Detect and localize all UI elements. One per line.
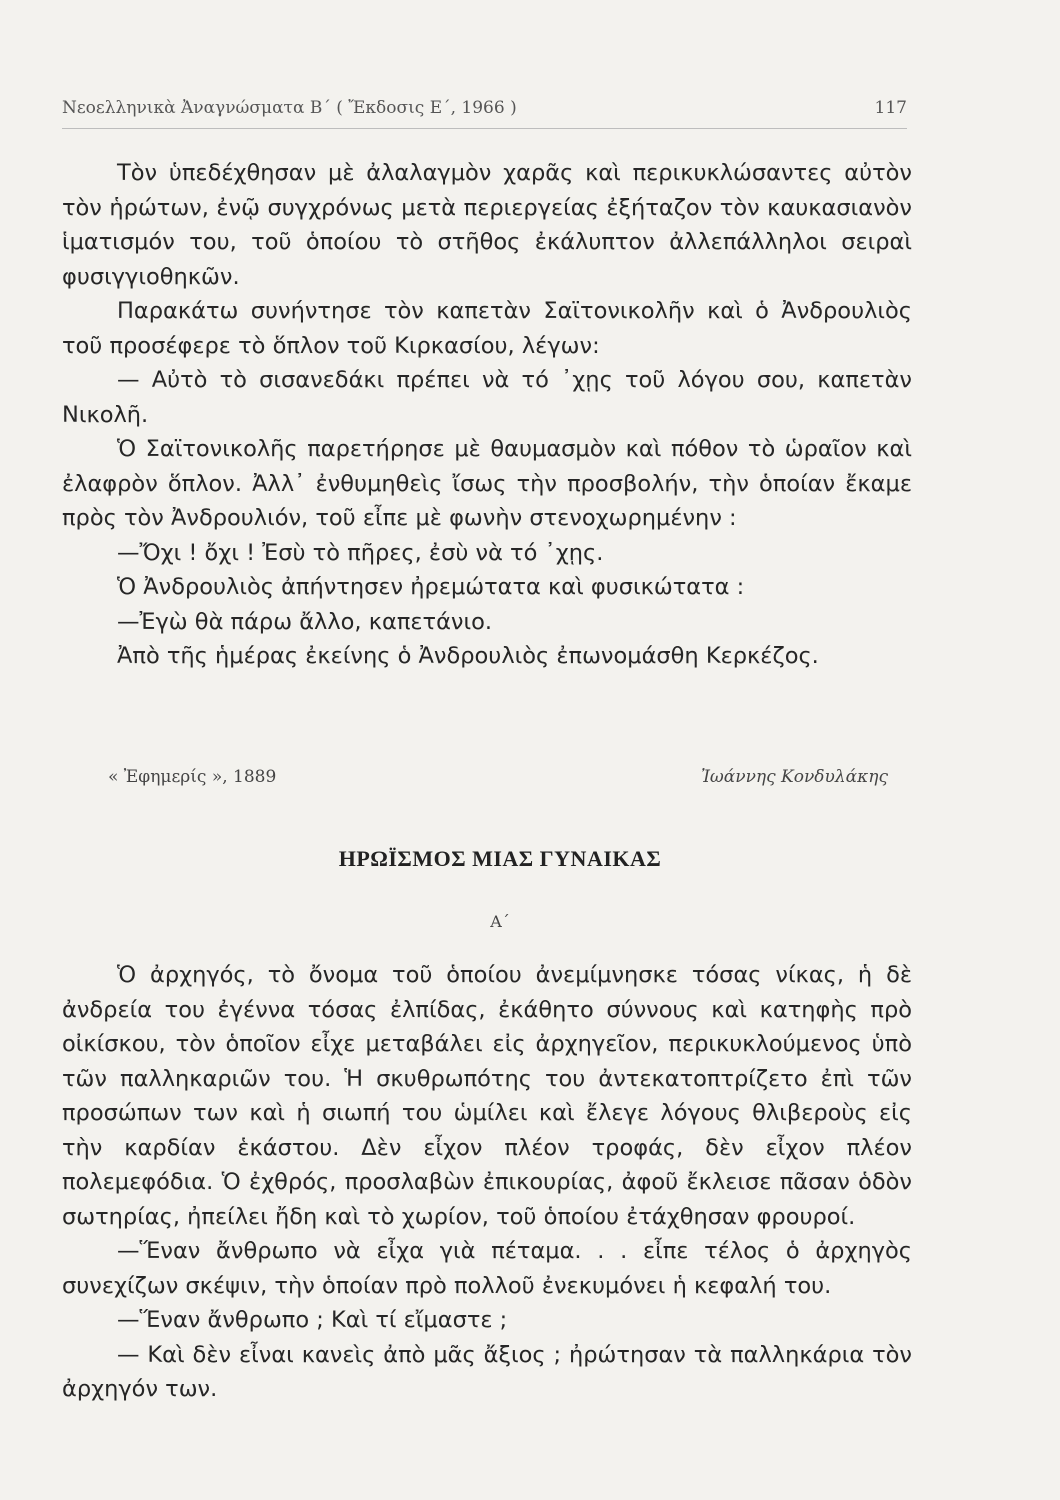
dialogue-line: —Ἕναν ἄνθρωπο νὰ εἶχα γιὰ πέταμα. . . εἶπε τέλος ὁ ἀρχηγὸς συνεχίζων σκέψιν, τὴν ὁποίαν πρὸ πολλοῦ ἐνεκυμόνει ἡ κεφαλή του. [62,1238,912,1299]
running-head-title: Νεοελληνικὰ Ἀναγνώσματα Β΄ ( Ἔκδοσις Ε΄, 1966 ) [62,98,517,118]
header-rule [62,128,907,129]
story-title: ΗΡΩΪΣΜΟΣ ΜΙΑΣ ΓΥΝΑΙΚΑΣ [338,846,662,871]
dialogue-line: —Ὄχι ! ὄχι ! Ἐσὺ τὸ πῆρες, ἐσὺ νὰ τό ᾽χῃς. [117,539,604,566]
paragraph: Ὁ ἀρχηγός, τὸ ὄνομα τοῦ ὁποίου ἀνεμίμνησκε τόσας νίκας, ἡ δὲ ἀνδρεία του ἐγέννα τόσας ἐλπίδας, ἐκάθητο σύννους καὶ κατηφὴς πρὸ οἰκίσκου, τὸν ὁποῖον εἶχε μεταβάλει εἰς ἀρχηγεῖον, περικυκλούμενος ὑπὸ τῶν παλληκαριῶν του. Ἡ σκυθρωπότης του ἀντεκατοπτρίζετο ἐπὶ τῶν προσώπων των καὶ ἡ σιωπή του ὡμίλει καὶ ἔλεγε λόγους θλιβεροὺς εἰς τὴν καρδίαν ἑκάστου. Δὲν εἶχον πλέον τροφάς, δὲν εἶχον πλέον πολεμεφόδια. Ὁ ἐχθρός, προσλαβὼν ἐπικουρίας, ἀφοῦ ἔκλεισε πᾶσαν ὁδὸν σωτηρίας, ἠπείλει ἤδη καὶ τὸ χωρίον, τοῦ ὁποίου ἐτάχθησαν φρουροί. [62,962,912,1230]
source-newspaper: « Ἐφημερίς », 1889 [108,767,277,787]
paragraph: Τὸν ὑπεδέχθησαν μὲ ἀλαλαγμὸν χαρᾶς καὶ περικυκλώσαντες αὐτὸν τὸν ἡρώτων, ἐνῷ συγχρόνως μετὰ περιεργείας ἐξήταζον τὸν καυκασιανὸν ἱματισμόν του, τοῦ ὁποίου τὸ στῆθος ἐκάλυπτον ἀλλεπάλληλοι σειραὶ φυσιγγιοθηκῶν. [62,160,912,290]
paragraph: Ὁ Σαϊτονικολῆς παρετήρησε μὲ θαυμασμὸν καὶ πόθον τὸ ὡραῖον καὶ ἐλαφρὸν ὅπλον. Ἀλλ᾽ ἐνθυμηθεὶς ἴσως τὴν προσβολήν, τὴν ὁποίαν ἔκαμε πρὸς τὸν Ἀνδρουλιόν, τοῦ εἶπε μὲ φωνὴν στενοχωρημένην : [62,436,912,531]
running-header [62,96,907,130]
author-name: Ἰωάννης Κονδυλάκης [701,767,888,787]
paragraph: Ὁ Ἀνδρουλιὸς ἀπήντησεν ἠρεμώτατα καὶ φυσικώτατα : [117,574,745,600]
source-line [108,767,888,797]
paragraph: Παρακάτω συνήντησε τὸν καπετὰν Σαϊτονικολῆν καὶ ὁ Ἀνδρουλιὸς τοῦ προσέφερε τὸ ὅπλον τοῦ Κιρκασίου, λέγων: [62,298,912,359]
story-end-body [62,156,912,674]
dialogue-line: — Καὶ δὲν εἶναι κανεὶς ἀπὸ μᾶς ἄξιος ; ἠρώτησαν τὰ παλληκάρια τὸν ἀρχηγόν των. [62,1341,912,1402]
dialogue-line: —Ἕναν ἄνθρωπο ; Καὶ τί εἴμαστε ; [117,1307,508,1333]
paragraph: Ἀπὸ τῆς ἡμέρας ἐκείνης ὁ Ἀνδρουλιὸς ἐπωνομάσθη Κερκέζος. [117,643,819,669]
section-heading: Α΄ [490,912,510,931]
new-story-body [62,958,912,1407]
dialogue-line: — Αὐτὸ τὸ σισανεδάκι πρέπει νὰ τό ᾽χῃς τοῦ λόγου σου, καπετὰν Νικολῆ. [62,367,912,428]
dialogue-line: —Ἐγὼ θὰ πάρω ἄλλο, καπετάνιο. [117,608,493,635]
page-number: 117 [874,98,907,118]
